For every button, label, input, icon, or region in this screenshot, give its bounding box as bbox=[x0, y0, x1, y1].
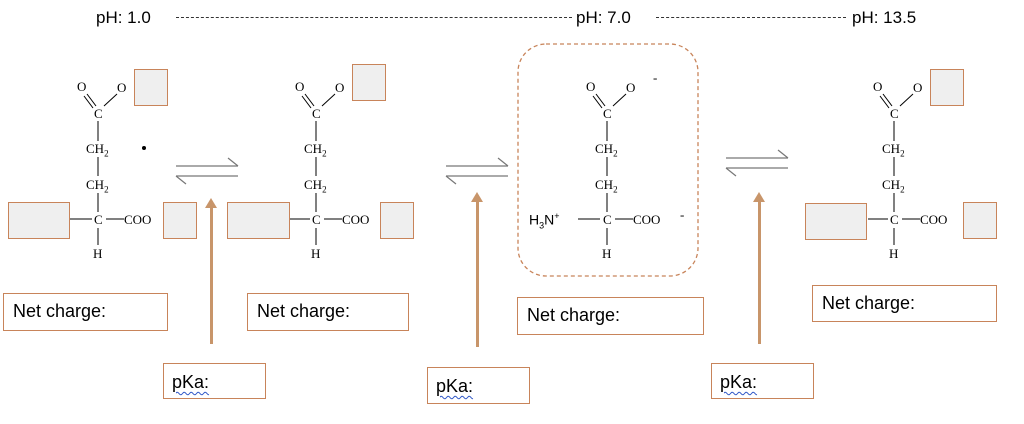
m1-answer-box-coo[interactable] bbox=[163, 202, 197, 239]
m2-net-charge-label: Net charge: bbox=[257, 301, 351, 321]
m2-c-carboxyl: C bbox=[312, 106, 321, 121]
pka-arrow-1 bbox=[210, 207, 213, 344]
m3-o-carbonyl: O bbox=[586, 79, 596, 94]
m3-h: H bbox=[602, 246, 612, 261]
m4-ch2-a: $CH_2$ bbox=[882, 141, 905, 159]
ph-label-low: pH: 1.0 bbox=[96, 8, 151, 27]
m4-answer-box-carboxyl[interactable] bbox=[930, 69, 964, 106]
m2-answer-box-carboxyl[interactable] bbox=[352, 64, 386, 101]
m1-dot bbox=[142, 146, 146, 150]
m3-o-hydroxyl: O bbox=[626, 80, 636, 95]
pka-arrow-3 bbox=[758, 201, 761, 344]
m2-answer-box-coo[interactable] bbox=[380, 202, 414, 239]
m1-o-carbonyl: O bbox=[77, 79, 87, 94]
m3-minus-coo: - bbox=[680, 207, 685, 222]
m1-c-carboxyl: C bbox=[94, 106, 103, 121]
m1-h: H bbox=[93, 246, 103, 261]
m1-o-hydroxyl: O bbox=[117, 80, 127, 95]
ph-label-high: pH: 13.5 bbox=[852, 8, 917, 27]
m2-h: H bbox=[311, 246, 321, 261]
m4-answer-box-amino[interactable] bbox=[805, 203, 867, 240]
m4-o-carbonyl: O bbox=[873, 79, 883, 94]
m1-net-charge-box[interactable] bbox=[3, 293, 168, 331]
m4-o-hydroxyl: O bbox=[913, 80, 923, 95]
equilibrium-arrow-1 bbox=[176, 158, 238, 184]
ph7-highlight-frame bbox=[518, 44, 698, 276]
m3-net-charge-label: Net charge: bbox=[527, 305, 621, 325]
m1-ch2-a: $CH_2$ bbox=[86, 141, 109, 159]
m1-ch2-b: $CH_2$ bbox=[86, 177, 109, 195]
pka-box-3[interactable] bbox=[711, 363, 814, 399]
m4-net-charge-label: Net charge: bbox=[822, 293, 916, 313]
pka-box-2[interactable] bbox=[427, 367, 530, 404]
m3-minus-top: - bbox=[653, 70, 658, 85]
m3-h3n-plus: $H_3N^+$ bbox=[529, 211, 560, 231]
m3-net-charge-box[interactable] bbox=[517, 297, 704, 335]
pka-label-2: pKa: bbox=[436, 376, 474, 396]
m3-ch2-a: $CH_2$ bbox=[595, 141, 618, 159]
m3-coo: COO bbox=[633, 212, 661, 227]
m3-c-carboxyl: C bbox=[603, 106, 612, 121]
equilibrium-arrow-2 bbox=[446, 158, 508, 184]
m1-coo: COO bbox=[124, 212, 152, 227]
pka-arrow-2 bbox=[476, 201, 479, 347]
m4-c-alpha: C bbox=[890, 212, 899, 227]
m2-c-alpha: C bbox=[312, 212, 321, 227]
m2-answer-box-amino[interactable] bbox=[227, 202, 290, 239]
m1-c-alpha: C bbox=[94, 212, 103, 227]
m2-coo: COO bbox=[342, 212, 370, 227]
m1-answer-box-carboxyl[interactable] bbox=[134, 69, 168, 106]
equilibrium-arrow-3 bbox=[726, 150, 788, 176]
m3-c-alpha: C bbox=[603, 212, 612, 227]
pka-label-1: pKa: bbox=[172, 372, 210, 392]
m2-ch2-b: $CH_2$ bbox=[304, 177, 327, 195]
m2-net-charge-box[interactable] bbox=[247, 293, 409, 331]
m4-answer-box-coo[interactable] bbox=[963, 202, 997, 239]
m2-o-carbonyl: O bbox=[295, 79, 305, 94]
m4-h: H bbox=[889, 246, 899, 261]
pka-box-1[interactable] bbox=[163, 363, 266, 399]
m2-ch2-a: $CH_2$ bbox=[304, 141, 327, 159]
m1-net-charge-label: Net charge: bbox=[13, 301, 107, 321]
m4-coo: COO bbox=[920, 212, 948, 227]
m4-net-charge-box[interactable] bbox=[812, 285, 997, 322]
pka-label-3: pKa: bbox=[720, 372, 758, 392]
m1-answer-box-amino[interactable] bbox=[8, 202, 70, 239]
m3-ch2-b: $CH_2$ bbox=[595, 177, 618, 195]
m4-ch2-b: $CH_2$ bbox=[882, 177, 905, 195]
m2-o-hydroxyl: O bbox=[335, 80, 345, 95]
m4-c-carboxyl: C bbox=[890, 106, 899, 121]
ph-label-mid: pH: 7.0 bbox=[576, 8, 631, 27]
